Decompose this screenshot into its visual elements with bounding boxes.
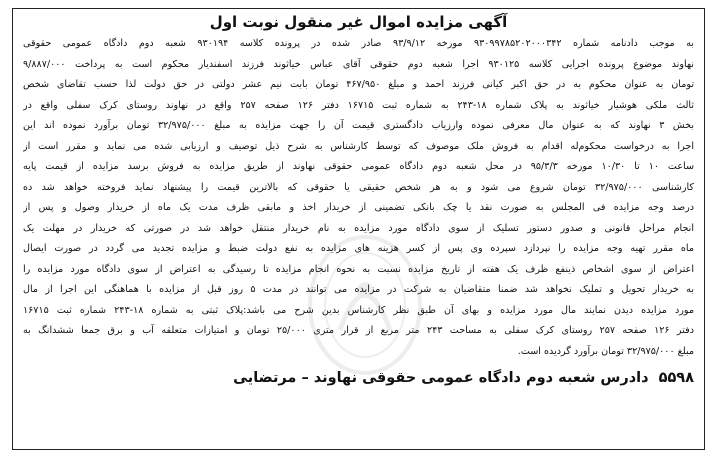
notice-line: درصد وجه مزایده فی المجلس به صورت نقد یا چک بانکی تضمینی از خریدار اخذ و مابقی ظرف مدت یک ماه از خریدار وصول و پس از: [23, 202, 694, 213]
notice-line: تومان به عنوان محکوم به در حق اکبر کیانی فرزند احمد و مبلغ ۴۶۷/۹۵۰ تومان بابت نیم عشر دولتی در حق دولت لذا حسب تقاضای شخص: [23, 79, 694, 90]
notice-title: آگهی مزایده اموال غیر منقول نوبت اول: [209, 13, 508, 31]
auction-notice: [12, 8, 705, 450]
notice-line: به موجب دادنامه شماره ۹۳۰۹۹۷۸۵۲۰۲۰۰۰۳۴۲ مورخه ۹۳/۹/۱۲ صادر شده در پرونده کلاسه ۹۳۰۱۹۴ شعبه دوم دادگاه عمومی حقوقی: [23, 38, 694, 49]
notice-line: اعتراض از سوی اشخاص ذینفع ظرف یک هفته از تاریخ مزایده نسبت به نحوه انجام مزایده تا رسیدگی به اعتراض از سوی دادگاه مورد مزایده را: [23, 263, 694, 275]
notice-line: دفتر ۱۲۶ صفحه ۲۵۷ روستای کرک سفلی به مساحت ۲۴۳ متر مربع از قرار متری ۲۵/۰۰۰ تومان و امتیازات متعلقه آب و برق جمعا ششدانگ به: [23, 325, 694, 336]
signature-line: [23, 366, 694, 390]
notice-line: ساعت ۱۰ تا ۱۰/۳۰ مورخه ۹۵/۳/۳ در محل شعبه دوم دادگاه عمومی حقوقی نهاوند از طریق مزایده به فروش برسد مزایده از قیمت پایه: [23, 161, 694, 172]
notice-number: ۵۵۹۸: [658, 370, 694, 386]
notice-line: ثالث ملکی هوشیار خیاثوند به پلاک شماره ۱۸-۲۴۳ به شماره ثبت ۱۶۷۱۵ دفتر ۱۲۶ صفحه ۲۵۷ واقع در نهاوند روستای کرک سفلی واقع در: [23, 99, 694, 111]
notice-line: انجام مراحل قانونی و صدور دستور تسلیک از سوی دادگاه مورد مزایده به نام خریدار منتقل خواهد شد در صورتی که خریدار در مهلت یک: [23, 222, 694, 234]
signature-text: دادرس شعبه دوم دادگاه عمومی حقوقی نهاوند – مرتضایی: [233, 370, 649, 386]
notice-line: مبلغ ۳۲/۹۷۵/۰۰۰ تومان برآورد گردیده است.: [517, 345, 694, 357]
notice-line: اجرا به درخواست محکوم‌له اقدام به فروش ملک موصوف که توسط کارشناس به شرح ذیل توصیف و ارزیابی شده می نماید و مقرر است از: [23, 140, 694, 152]
notice-line: مورد مزایده دیدن نمایند مال مورد مزایده و بهای آن طبق نظر کارشناس بدین شرح می باشد:پلاک ثبتی به شماره ۱۸-۲۴۳ شماره ثبت ۱۶۷۱۵: [23, 304, 694, 316]
notice-line: ماه مقرر تهیه وجه مزایده را نپردازد سپرده وی پس از کسر هزینه های مزایده به نفع دولت ضبط و مزایده تجدید می گردد در صورت ایصال: [23, 243, 694, 254]
notice-body: [23, 34, 694, 362]
notice-line: نهاوند موضوع پرونده اجرایی کلاسه ۹۳۰۱۲۵ اجرا شعبه دوم حقوقی آقای عباس خیاثوند فرزند اسفندیار محکوم است به پرداخت ۹/۸۸۷/۰۰۰: [23, 58, 694, 70]
notice-line: به خریدار تحویل و تملیک نخواهد شد ضمنا متقاضیان به شرکت در مزایده می توانند در مدت ۵ روز قبل از مزایده با هماهنگی این اجرا از مال: [23, 284, 694, 295]
notice-line: بخش ۳ نهاوند که به عنوان مال معرفی نموده وارزیاب دادگستری قیمت آن را جهت مزایده به مبلغ ۳۲/۹۷۵/۰۰۰ تومان برآورد نموده اند این: [23, 120, 694, 131]
notice-line: کارشناسی ۳۲/۹۷۵/۰۰۰ تومان شروع می شود و به هر شخص حقیقی یا حقوقی که بالاترین قیمت را پیشنهاد نماید فروخته خواهد شد ده: [23, 181, 694, 193]
